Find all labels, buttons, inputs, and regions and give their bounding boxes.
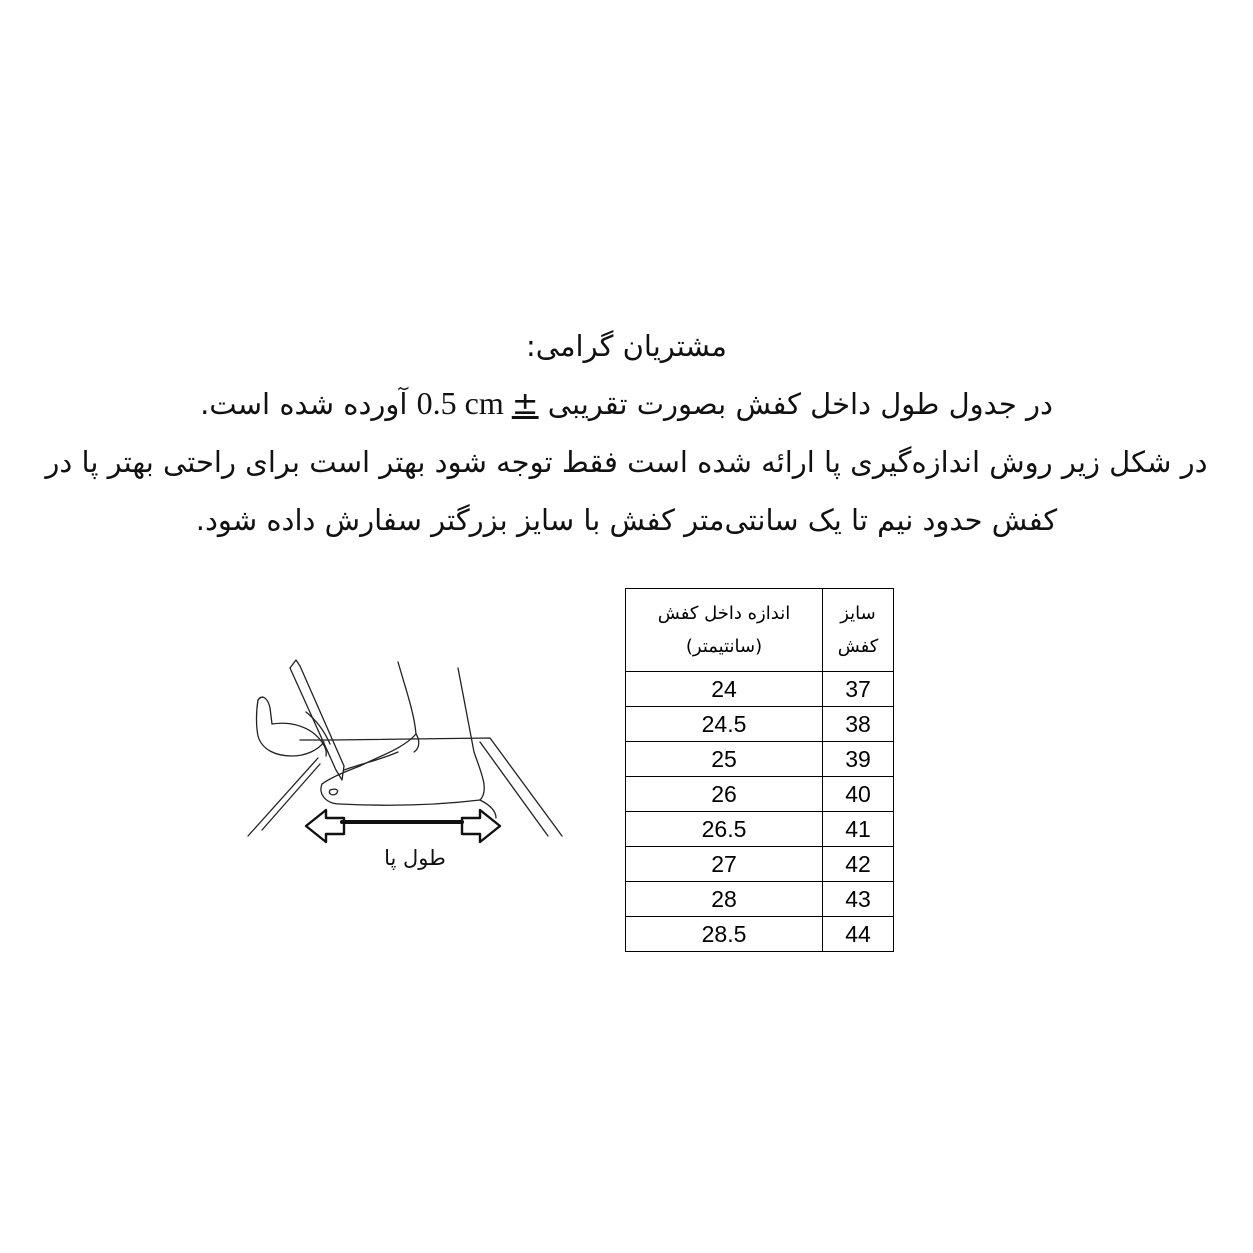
tolerance-number: 0.5 cm <box>416 385 504 421</box>
size-cell: 39 <box>823 742 894 777</box>
table-row <box>626 882 894 917</box>
size-table <box>625 588 894 952</box>
table-row <box>626 742 894 777</box>
pencil-hand <box>257 660 345 780</box>
inner-length-cell: 27 <box>626 847 823 882</box>
inner-length-cell: 28 <box>626 882 823 917</box>
foot-measurement-illustration <box>245 655 570 845</box>
inner-length-cell: 28.5 <box>626 917 823 952</box>
size-cell: 44 <box>823 917 894 952</box>
plus-minus-sign: ± <box>511 384 539 422</box>
size-cell: 40 <box>823 777 894 812</box>
foot-length-label: طول پا <box>384 846 446 870</box>
size-cell: 41 <box>823 812 894 847</box>
table-row <box>626 917 894 952</box>
inner-length-cell: 26.5 <box>626 812 823 847</box>
greeting: مشتریان گرامی: <box>526 329 727 363</box>
header-inner-length-line-1: اندازه داخل کفش <box>657 603 791 624</box>
tolerance-line-start: در جدول طول داخل کفش بصورت تقریبی <box>547 387 1053 421</box>
table-row <box>626 847 894 882</box>
header-shoe-size-line-1: سایز <box>840 603 876 624</box>
size-cell: 37 <box>823 672 894 707</box>
size-cell: 38 <box>823 707 894 742</box>
table-row <box>626 777 894 812</box>
header-shoe-size <box>823 589 894 672</box>
header-inner-length-line-2: (سانتیمتر) <box>685 636 763 657</box>
intro-text <box>40 318 1213 549</box>
size-table-header-row <box>626 589 894 672</box>
measurement-arrow <box>306 810 500 842</box>
table-row <box>626 707 894 742</box>
table-row <box>626 672 894 707</box>
header-inner-length <box>626 589 823 672</box>
inner-length-cell: 24.5 <box>626 707 823 742</box>
table-row <box>626 812 894 847</box>
tolerance-value <box>417 385 539 421</box>
size-cell: 43 <box>823 882 894 917</box>
inner-length-cell: 26 <box>626 777 823 812</box>
tolerance-line-end: آورده شده است. <box>200 387 408 421</box>
inner-length-cell: 24 <box>626 672 823 707</box>
measurement-note-line-1: در شکل زیر روش اندازه‌گیری پا ارائه شده است فقط توجه شود بهتر است برای راحتی بهتر پا در <box>45 445 1208 479</box>
tolerance-line <box>40 374 1213 433</box>
inner-length-cell: 25 <box>626 742 823 777</box>
header-shoe-size-line-2: کفش <box>837 636 879 657</box>
measurement-note-line-2: کفش حدود نیم تا یک سانتی‌متر کفش با سایز بزرگتر سفارش داده شود. <box>195 503 1058 537</box>
size-cell: 42 <box>823 847 894 882</box>
